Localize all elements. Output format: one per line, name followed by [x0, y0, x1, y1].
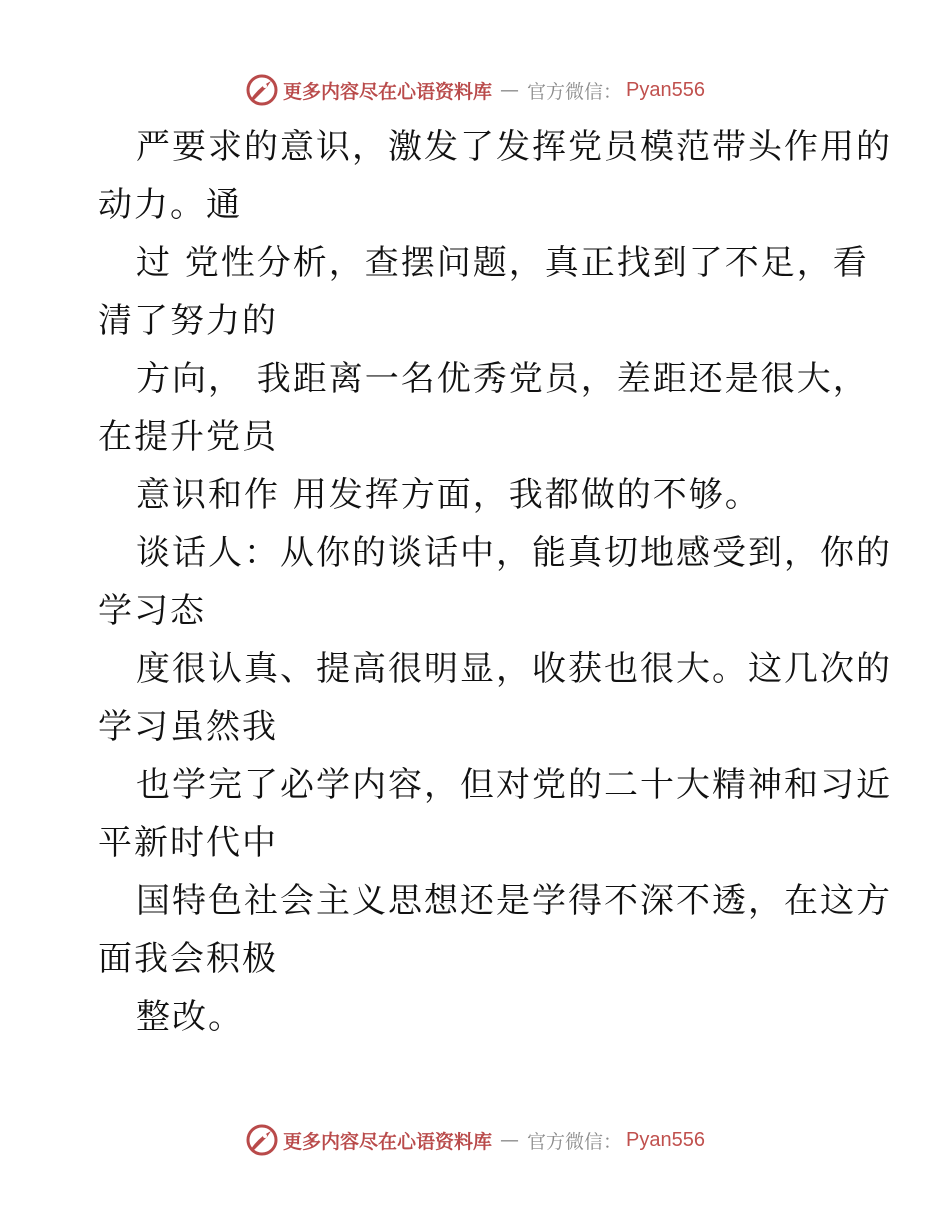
footer-banner-content[interactable]	[245, 1123, 705, 1157]
pen-nib-logo-icon	[245, 1123, 279, 1157]
footer-wechat-id: Pyan556	[626, 1128, 705, 1151]
footer-wechat-label: 官方微信：	[527, 1130, 623, 1153]
header-wechat-id: Pyan556	[626, 78, 705, 101]
body-line: 方向， 我距离一名优秀党员，差距还是很大，	[136, 359, 869, 399]
footer-site-text: 更多内容尽在心语资料库	[283, 1130, 493, 1153]
body-line: 平新时代中	[98, 823, 278, 863]
footer-banner	[0, 1120, 950, 1160]
header-separator: —	[500, 79, 520, 101]
body-line: 面我会积极	[98, 939, 278, 979]
footer-separator: —	[500, 1129, 520, 1151]
body-line: 学习态	[98, 591, 206, 631]
body-line: 谈话人：从你的谈话中，能真切地感受到，你的	[136, 533, 892, 573]
body-line: 在提升党员	[98, 417, 278, 457]
body-line: 也学完了必学内容，但对党的二十大精神和习近	[136, 765, 892, 805]
header-banner-content[interactable]	[245, 73, 705, 107]
header-site-text: 更多内容尽在心语资料库	[283, 80, 493, 103]
body-line: 度很认真、提高很明显，收获也很大。这几次的	[136, 649, 892, 689]
document-body	[98, 118, 892, 1046]
body-line: 意识和作 用发挥方面，我都做的不够。	[136, 475, 761, 515]
header-wechat-label: 官方微信：	[527, 80, 623, 103]
pen-nib-logo-icon	[245, 73, 279, 107]
body-line: 严要求的意识，激发了发挥党员模范带头作用的	[136, 127, 892, 167]
body-line: 清了努力的	[98, 301, 278, 341]
body-line: 国特色社会主义思想还是学得不深不透，在这方	[136, 881, 892, 921]
body-line: 动力。通	[98, 185, 242, 225]
body-line: 学习虽然我	[98, 707, 278, 747]
body-line: 过 党性分析，查摆问题，真正找到了不足，看	[136, 243, 869, 283]
body-line: 整改。	[136, 997, 244, 1037]
header-banner	[0, 70, 950, 110]
